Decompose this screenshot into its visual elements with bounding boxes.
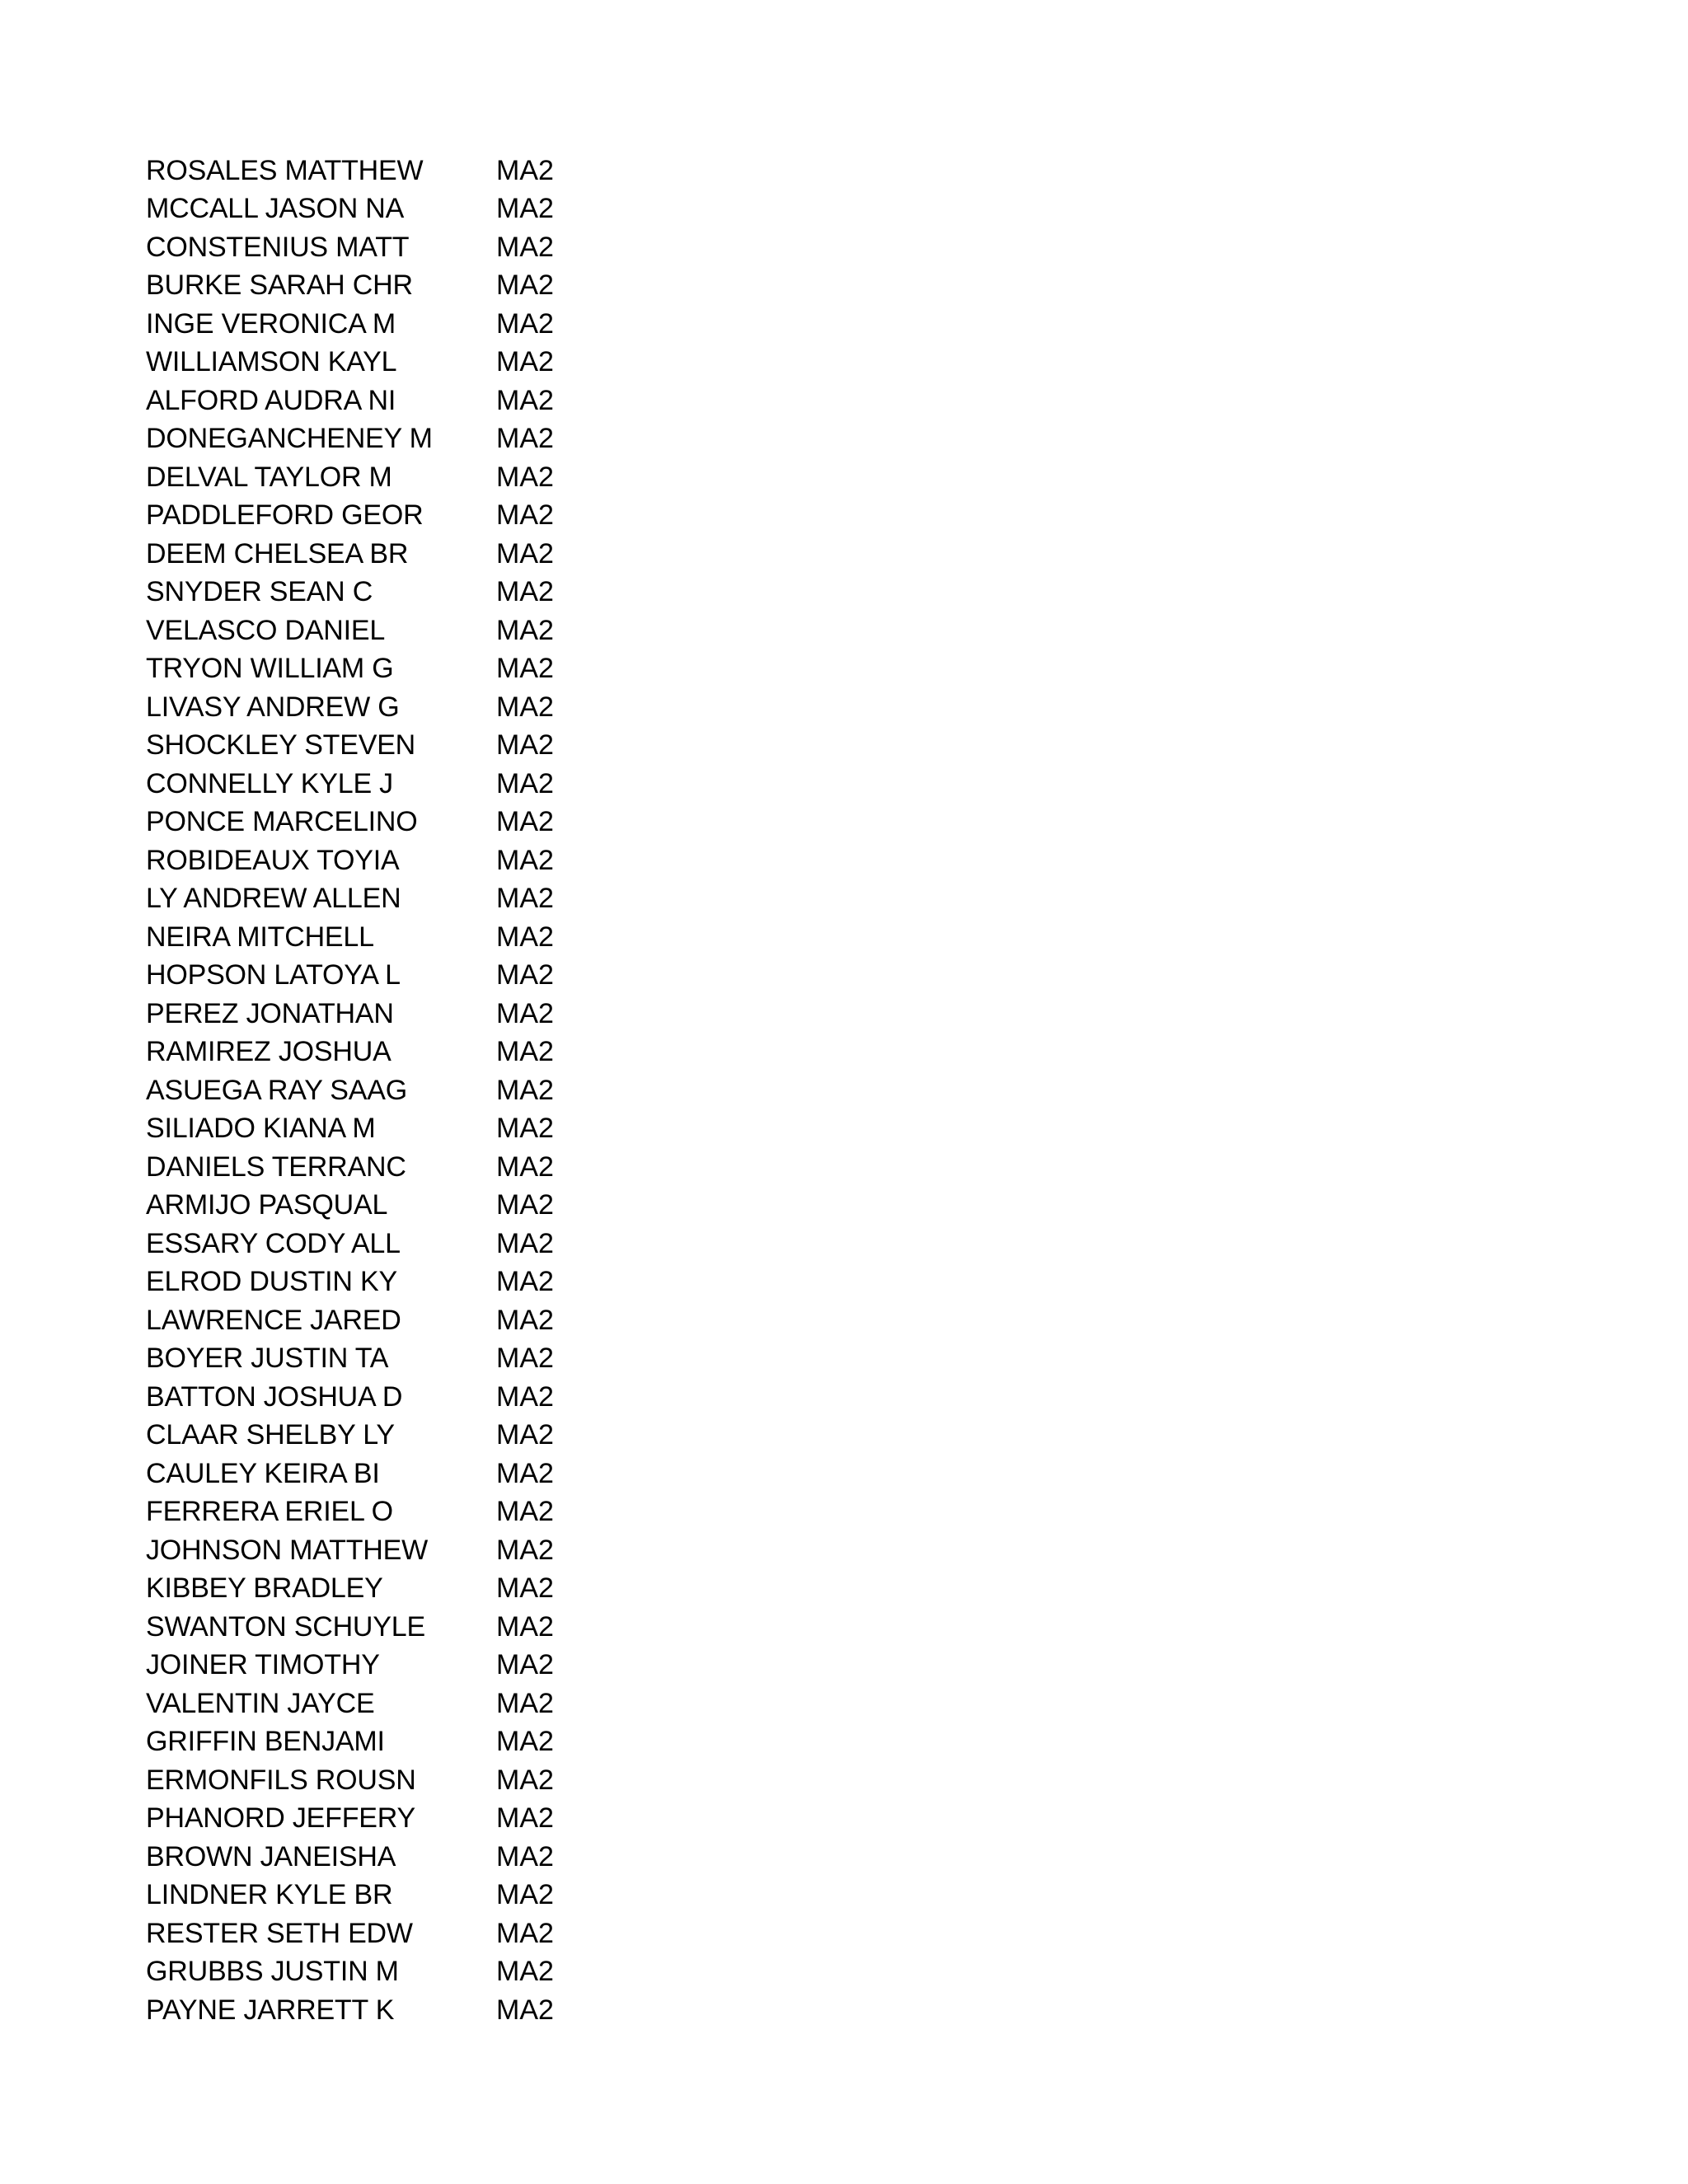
list-item [146, 382, 554, 420]
list-item [146, 650, 554, 689]
list-item [146, 497, 554, 536]
person-name: BROWN JANEISHA [146, 1840, 396, 1872]
list-item [146, 228, 554, 267]
person-name: INGE VERONICA M [146, 307, 396, 340]
rate-code: MA2 [496, 921, 554, 953]
person-name: LIVASY ANDREW G [146, 691, 400, 723]
person-name: SHOCKLEY STEVEN [146, 729, 416, 762]
list-item [146, 1110, 554, 1149]
list-item [146, 1187, 554, 1226]
list-item [146, 1915, 554, 1953]
rate-code: MA2 [496, 1496, 554, 1528]
person-name: BATTON JOSHUA D [146, 1380, 403, 1413]
person-name: CLAAR SHELBY LY [146, 1419, 395, 1451]
rate-code: MA2 [496, 537, 554, 569]
list-item [146, 841, 554, 880]
rate-code: MA2 [496, 1113, 554, 1145]
person-name: ROSALES MATTHEW [146, 154, 424, 186]
rate-code: MA2 [496, 1343, 554, 1375]
person-name: BOYER JUSTIN TA [146, 1343, 389, 1375]
list-item [146, 1838, 554, 1877]
list-item [146, 688, 554, 727]
list-item [146, 1340, 554, 1379]
list-item [146, 420, 554, 459]
person-name: KIBBEY BRADLEY [146, 1572, 383, 1605]
person-name: RAMIREZ JOSHUA [146, 1036, 392, 1068]
personnel-list [146, 152, 554, 2030]
rate-code: MA2 [496, 1457, 554, 1489]
rate-code: MA2 [496, 576, 554, 608]
person-name: BURKE SARAH CHR [146, 269, 413, 302]
rate-code: MA2 [496, 691, 554, 723]
list-item [146, 458, 554, 497]
person-name: CONSTENIUS MATT [146, 231, 410, 263]
rate-code: MA2 [496, 767, 554, 799]
list-item [146, 957, 554, 996]
rate-code: MA2 [496, 154, 554, 186]
list-item [146, 1378, 554, 1417]
list-item [146, 1991, 554, 2030]
rate-code: MA2 [496, 269, 554, 302]
list-item [146, 1723, 554, 1762]
rate-code: MA2 [496, 1227, 554, 1259]
rate-code: MA2 [496, 1534, 554, 1566]
person-name: PONCE MARCELINO [146, 806, 418, 838]
person-name: DELVAL TAYLOR M [146, 461, 392, 493]
person-name: FERRERA ERIEL O [146, 1496, 393, 1528]
person-name: HOPSON LATOYA L [146, 959, 401, 991]
list-item [146, 1531, 554, 1570]
person-name: DANIELS TERRANC [146, 1151, 406, 1183]
person-name: GRIFFIN BENJAMI [146, 1726, 385, 1758]
list-item [146, 1033, 554, 1072]
rate-code: MA2 [496, 346, 554, 378]
list-item [146, 612, 554, 650]
person-name: TRYON WILLIAM G [146, 653, 394, 685]
list-item [146, 804, 554, 842]
rate-code: MA2 [496, 1419, 554, 1451]
list-item [146, 152, 554, 190]
rate-code: MA2 [496, 193, 554, 225]
list-item [146, 727, 554, 766]
rate-code: MA2 [496, 423, 554, 455]
rate-code: MA2 [496, 844, 554, 876]
rate-code: MA2 [496, 1649, 554, 1681]
rate-code: MA2 [496, 1764, 554, 1796]
list-item [146, 344, 554, 382]
rate-code: MA2 [496, 1879, 554, 1911]
list-item [146, 190, 554, 229]
list-item [146, 1148, 554, 1187]
person-name: ERMONFILS ROUSN [146, 1764, 416, 1796]
rate-code: MA2 [496, 653, 554, 685]
person-name: GRUBBS JUSTIN M [146, 1956, 399, 1988]
rate-code: MA2 [496, 461, 554, 493]
person-name: VELASCO DANIEL [146, 614, 386, 646]
list-item [146, 1685, 554, 1723]
person-name: ELROD DUSTIN KY [146, 1266, 397, 1298]
person-name: LINDNER KYLE BR [146, 1879, 393, 1911]
rate-code: MA2 [496, 1610, 554, 1643]
person-name: CAULEY KEIRA BI [146, 1457, 380, 1489]
list-item [146, 535, 554, 574]
list-item [146, 1455, 554, 1493]
person-name: SILIADO KIANA M [146, 1113, 376, 1145]
list-item [146, 1225, 554, 1263]
list-item [146, 765, 554, 804]
rate-code: MA2 [496, 384, 554, 416]
list-item [146, 267, 554, 306]
list-item [146, 1953, 554, 1992]
person-name: PEREZ JONATHAN [146, 997, 394, 1029]
list-item [146, 1417, 554, 1455]
person-name: ROBIDEAUX TOYIA [146, 844, 400, 876]
list-item [146, 1570, 554, 1609]
rate-code: MA2 [496, 231, 554, 263]
person-name: PHANORD JEFFERY [146, 1802, 415, 1835]
list-item [146, 1071, 554, 1110]
list-item [146, 1877, 554, 1915]
rate-code: MA2 [496, 883, 554, 915]
list-item [146, 880, 554, 919]
person-name: SNYDER SEAN C [146, 576, 373, 608]
rate-code: MA2 [496, 307, 554, 340]
person-name: PAYNE JARRETT K [146, 1994, 395, 2026]
person-name: MCCALL JASON NA [146, 193, 405, 225]
rate-code: MA2 [496, 614, 554, 646]
person-name: ESSARY CODY ALL [146, 1227, 401, 1259]
list-item [146, 1608, 554, 1647]
list-item [146, 1263, 554, 1302]
rate-code: MA2 [496, 997, 554, 1029]
rate-code: MA2 [496, 1266, 554, 1298]
person-name: RESTER SETH EDW [146, 1917, 413, 1949]
rate-code: MA2 [496, 1572, 554, 1605]
rate-code: MA2 [496, 1802, 554, 1835]
person-name: DONEGANCHENEY M [146, 423, 433, 455]
person-name: ASUEGA RAY SAAG [146, 1074, 407, 1106]
rate-code: MA2 [496, 1036, 554, 1068]
person-name: VALENTIN JAYCE [146, 1687, 375, 1719]
person-name: WILLIAMSON KAYL [146, 346, 397, 378]
person-name: ALFORD AUDRA NI [146, 384, 396, 416]
rate-code: MA2 [496, 1840, 554, 1872]
person-name: LAWRENCE JARED [146, 1304, 401, 1336]
list-item [146, 305, 554, 344]
rate-code: MA2 [496, 1687, 554, 1719]
list-item [146, 1761, 554, 1800]
rate-code: MA2 [496, 1994, 554, 2026]
person-name: DEEM CHELSEA BR [146, 537, 409, 569]
person-name: SWANTON SCHUYLE [146, 1610, 425, 1643]
rate-code: MA2 [496, 806, 554, 838]
person-name: ARMIJO PASQUAL [146, 1189, 388, 1221]
rate-code: MA2 [496, 1304, 554, 1336]
rate-code: MA2 [496, 1726, 554, 1758]
rate-code: MA2 [496, 1917, 554, 1949]
person-name: JOHNSON MATTHEW [146, 1534, 429, 1566]
person-name: LY ANDREW ALLEN [146, 883, 401, 915]
rate-code: MA2 [496, 1956, 554, 1988]
rate-code: MA2 [496, 729, 554, 762]
person-name: CONNELLY KYLE J [146, 767, 393, 799]
person-name: PADDLEFORD GEOR [146, 499, 424, 532]
list-item [146, 574, 554, 612]
list-item [146, 1301, 554, 1340]
rate-code: MA2 [496, 1189, 554, 1221]
rate-code: MA2 [496, 499, 554, 532]
list-item [146, 1493, 554, 1532]
list-item [146, 995, 554, 1033]
rate-code: MA2 [496, 1380, 554, 1413]
rate-code: MA2 [496, 1151, 554, 1183]
list-item [146, 1647, 554, 1685]
rate-code: MA2 [496, 959, 554, 991]
list-item [146, 1800, 554, 1839]
person-name: JOINER TIMOTHY [146, 1649, 380, 1681]
rate-code: MA2 [496, 1074, 554, 1106]
person-name: NEIRA MITCHELL [146, 921, 374, 953]
list-item [146, 918, 554, 957]
